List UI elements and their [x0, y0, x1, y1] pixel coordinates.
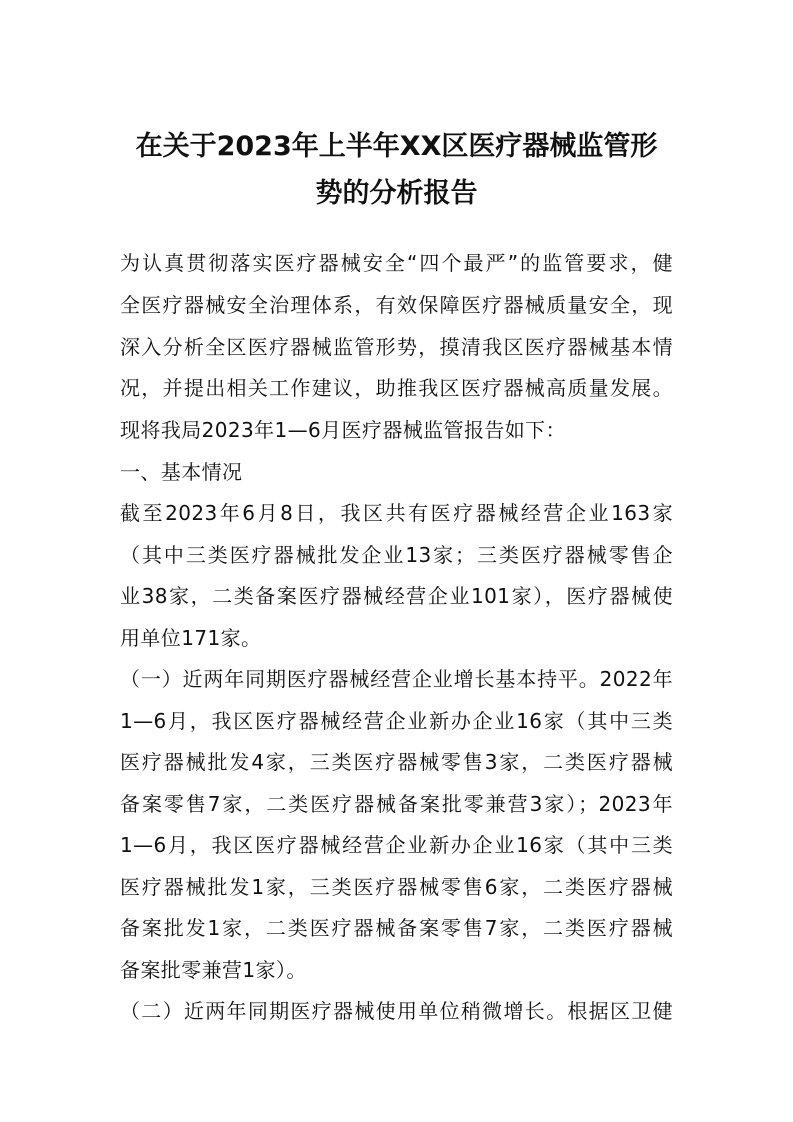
- body-line-16: 医疗器械批发1家，三类医疗器械零售6家，二类医疗器械: [120, 875, 673, 899]
- body-line-14: 备案零售7家，二类医疗器械备案批零兼营3家）；2023年: [120, 792, 673, 816]
- section-heading-basic-situation: 一、基本情况: [120, 460, 243, 484]
- body-line-13: 医疗器械批发4家，三类医疗器械零售3家，二类医疗器械: [120, 750, 673, 774]
- body-line-11: （一）近两年同期医疗器械经营企业增长基本持平。2022年: [120, 667, 673, 691]
- body-line-3: 深入分析全区医疗器械监管形势，摸清我区医疗器械基本情: [120, 335, 673, 359]
- body-line-19: （二）近两年同期医疗器械使用单位稍微增长。根据区卫健: [120, 999, 673, 1023]
- document-title-line-2: 势的分析报告: [315, 178, 478, 209]
- body-line-9: 业38家，二类备案医疗器械经营企业101家），医疗器械使: [120, 584, 673, 608]
- body-line-12: 1—6月，我区医疗器械经营企业新办企业16家（其中三类: [120, 709, 673, 733]
- body-line-10: 用单位171家。: [120, 626, 262, 650]
- body-line-7: 截至2023年6月8日，我区共有医疗器械经营企业163家: [120, 501, 673, 525]
- body-line-4: 况，并提出相关工作建议，助推我区医疗器械高质量发展。: [120, 376, 673, 400]
- body-line-8: （其中三类医疗器械批发企业13家；三类医疗器械零售企: [120, 543, 673, 567]
- body-line-2: 全医疗器械安全治理体系，有效保障医疗器械质量安全，现: [120, 293, 673, 317]
- body-line-18: 备案批零兼营1家）。: [120, 958, 307, 982]
- body-line-5: 现将我局2023年1—6月医疗器械监管报告如下：: [120, 418, 566, 442]
- body-line-15: 1—6月，我区医疗器械经营企业新办企业16家（其中三类: [120, 833, 673, 857]
- document-title-line-1: 在关于2023年上半年XX区医疗器械监管形: [135, 131, 658, 162]
- body-line-1: 为认真贯彻落实医疗器械安全“四个最严”的监管要求，健: [120, 251, 673, 275]
- body-line-17: 备案批发1家，二类医疗器械备案零售7家，二类医疗器械: [120, 916, 673, 940]
